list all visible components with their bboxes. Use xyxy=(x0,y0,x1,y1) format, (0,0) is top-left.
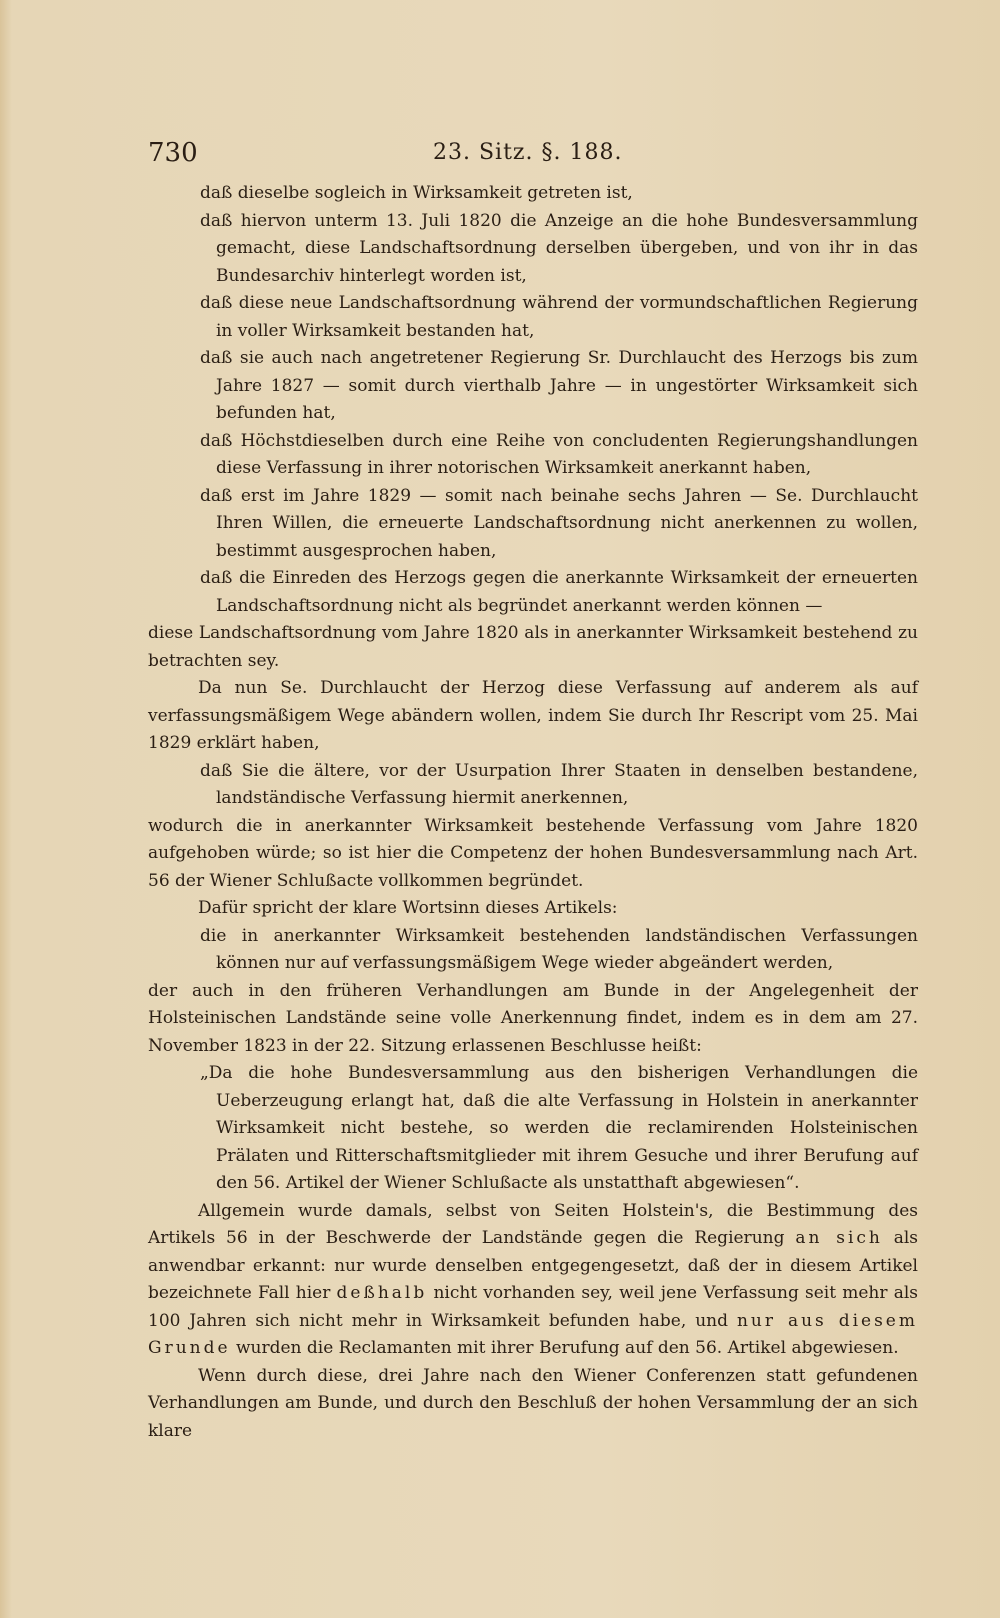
clause-1: daß dieselbe sogleich in Wirksamkeit getreten ist, xyxy=(200,183,633,203)
quoted-clause: daß Sie die ältere, vor der Usurpation Ihrer Staaten in denselben bestandene, landständische Verfassung hiermit anerkennen, xyxy=(200,760,918,808)
text-run: Allgemein wurde damals, selbst von Seiten Holstein's, die Bestimmung des Artikels 56 in der Beschwerde der Landstände gegen die Regierung xyxy=(148,1200,918,1248)
paragraph-continuation: wodurch die in anerkannter Wirksamkeit bestehende Verfassung vom Jahre 1820 aufgehoben würde; so ist hier die Competenz der hohen Bundesversammlung nach Art. 56 der Wiener Schlußacte vollkommen begründet. xyxy=(148,815,918,891)
paragraph-continuation: der auch in den früheren Verhandlungen am Bunde in der Angelegenheit der Holsteinischen Landstände seine volle Anerkennung findet, indem es in dem am 27. November 1823 in der 22. Sitzung erlassenen Beschlusse heißt: xyxy=(148,980,918,1056)
clause-6: daß erst im Jahre 1829 — somit nach beinahe sechs Jahren — Se. Durchlaucht Ihren Willen, die erneuerte Landschaftsordnung nicht anerkennen zu wollen, bestimmt ausgesprochen haben, xyxy=(200,485,918,561)
paragraph: Wenn durch diese, drei Jahre nach den Wiener Conferenzen statt gefundenen Verhandlungen am Bunde, und durch den Beschluß der hohen Versammlung der an sich klare xyxy=(148,1365,918,1441)
running-head: 23. Sitz. §. 188. xyxy=(433,140,623,165)
clause-5: daß Höchstdieselben durch eine Reihe von concludenten Regierungshandlungen diese Verfassung in ihrer notorischen Wirksamkeit anerkannt haben, xyxy=(200,430,918,478)
page-number: 730 xyxy=(148,138,198,168)
emphasis: deßhalb xyxy=(336,1283,428,1303)
paragraph xyxy=(148,1198,918,1363)
clause-7: daß die Einreden des Herzogs gegen die anerkannte Wirksamkeit der erneuerten Landschaftsordnung nicht als begründet anerkannt werden können — xyxy=(200,568,918,616)
emphasis: nur aus diesem Grunde xyxy=(148,1310,918,1358)
clause-3: daß diese neue Landschaftsordnung während der vormundschaftlichen Regierung in voller Wirksamkeit bestanden hat, xyxy=(200,293,918,341)
emphasis: an sich xyxy=(795,1228,883,1248)
paragraph: Da nun Se. Durchlaucht der Herzog diese Verfassung auf anderem als auf verfassungsmäßigem Wege abändern wollen, indem Sie durch Ihr Rescript vom 25. Mai 1829 erklärt haben, xyxy=(148,678,918,753)
block-quote: „Da die hohe Bundesversammlung aus den bisherigen Verhandlungen die Ueberzeugung erlangt hat, daß die alte Verfassung in Holstein in anerkannter Wirksamkeit nicht bestehe, so werden die reclamirenden Holsteinischen Prälaten und Ritterschaftsmitglieder mit ihrem Gesuche und ihrer Berufung auf den 56. Artikel der Wiener Schlußacte als unstatthaft abgewiesen“. xyxy=(200,1063,918,1193)
body-text xyxy=(148,180,918,1445)
clause-4: daß sie auch nach angetretener Regierung Sr. Durchlaucht des Herzogs bis zum Jahre 1827 — somit durch vierthalb Jahre — in ungestörter Wirksamkeit sich befunden hat, xyxy=(200,348,918,423)
paragraph-continuation: diese Landschaftsordnung vom Jahre 1820 als in anerkannter Wirksamkeit bestehend zu betrachten sey. xyxy=(148,623,918,671)
quoted-clause: die in anerkannter Wirksamkeit bestehenden landständischen Verfassungen können nur auf verfassungsmäßigem Wege wieder abgeändert werden, xyxy=(200,925,918,973)
paragraph: Dafür spricht der klare Wortsinn dieses Artikels: xyxy=(198,898,618,918)
clause-2: daß hiervon unterm 13. Juli 1820 die Anzeige an die hohe Bundesversammlung gemacht, diese Landschaftsordnung derselben übergeben, und von ihr in das Bundesarchiv hinterlegt worden ist, xyxy=(200,210,918,286)
page-header xyxy=(148,138,918,178)
text-run: wurden die Reclamanten mit ihrer Berufung auf den 56. Artikel abgewiesen. xyxy=(235,1338,899,1358)
text-run: als anwendbar erkannt: nur wurde denselben entgegengesetzt, daß der in diesem Artikel bezeichnete Fall hier xyxy=(148,1228,919,1303)
text-run: nicht vorhanden sey, weil jene Verfassung seit mehr als 100 Jahren sich nicht mehr in Wirksamkeit befunden habe, und xyxy=(148,1283,918,1331)
